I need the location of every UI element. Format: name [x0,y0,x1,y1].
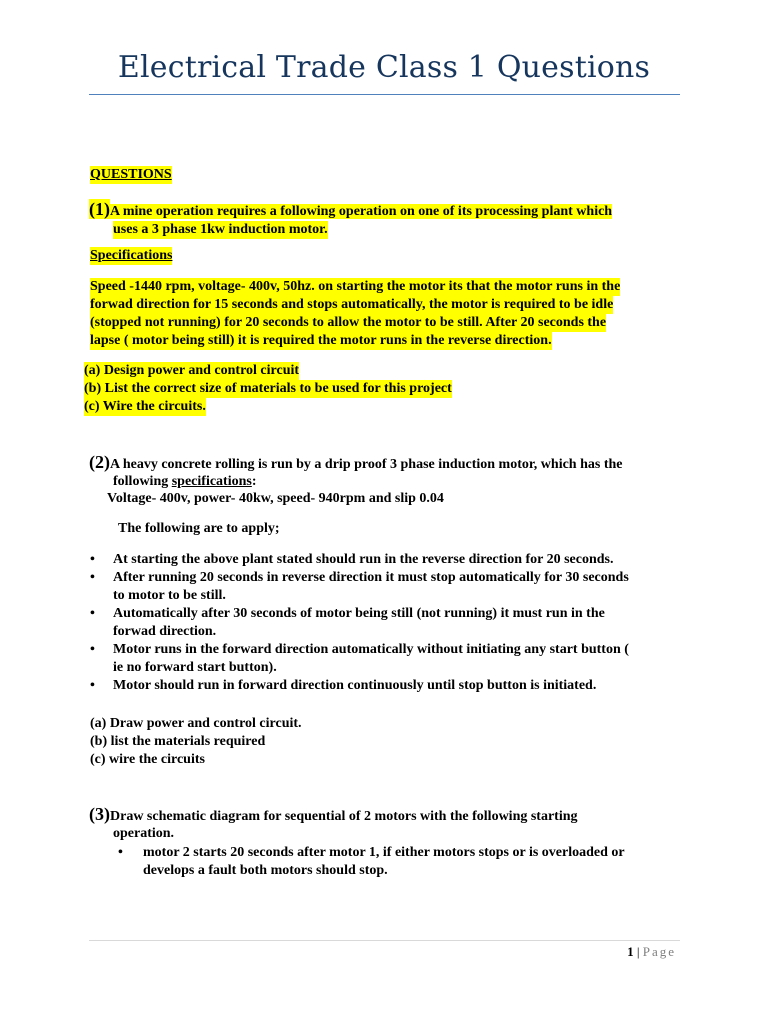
footer-divider [89,940,680,941]
question-2-apply: The following are to apply; [118,521,280,536]
list-item [90,605,629,641]
title-divider [89,94,680,95]
question-2-line-1 [89,453,622,474]
question-2-task-c: (c) wire the circuits [90,752,205,767]
list-item [90,569,629,605]
page-separator: | [633,944,643,959]
bullet-3-line-1: Automatically after 30 seconds of motor being still (not running) it must run in the [113,606,605,621]
question-1-line-2: uses a 3 phase 1kw induction motor. [113,222,328,237]
bullet-4-line-1: Motor runs in the forward direction automatically without initiating any start button ( [113,642,629,657]
question-1-task-c: (c) Wire the circuits. [84,399,206,414]
spec-line-3: (stopped not running) for 20 seconds to allow the motor to be still. After 20 seconds the [90,315,607,330]
question-2-line-2-prefix: following [113,474,172,489]
question-2-number: (2) [89,452,110,472]
spec-line-1: Speed -1440 rpm, voltage- 400v, 50hz. on starting the motor its that the motor runs in the [90,279,621,294]
bullet-1-line-1: At starting the above plant stated should run in the reverse direction for 20 seconds. [113,552,614,567]
question-3-bullet-list [118,844,625,880]
question-2-task-b: (b) list the materials required [90,734,266,749]
question-3-text: Draw schematic diagram for sequential of 2 motors with the following starting [110,809,578,824]
question-3-line-2: operation. [113,826,175,841]
list-item [90,551,629,569]
list-item [90,641,629,677]
q3-bullet-line-1: motor 2 starts 20 seconds after motor 1, if either motors stops or is overloaded or [143,845,625,860]
question-1-line-1 [89,200,612,221]
question-2-specs: Voltage- 400v, power- 40kw, speed- 940rpm and slip 0.04 [107,491,444,506]
question-2-bullet-list [90,551,629,695]
page-title: Electrical Trade Class 1 Questions [117,50,651,85]
question-2-text: A heavy concrete rolling is run by a drip proof 3 phase induction motor, which has the [110,457,623,472]
question-1-task-a: (a) Design power and control circuit [84,363,300,378]
spec-line-2: forwad direction for 15 seconds and stops automatically, the motor is required to be idle [90,297,614,312]
question-2-task-a: (a) Draw power and control circuit. [90,716,302,731]
page-footer [627,944,676,960]
question-1-number: (1) [89,199,110,219]
spec-line-4: lapse ( motor being still) it is required the motor runs in the reverse direction. [90,333,552,348]
bullet-4-line-2: ie no forward start button). [113,660,277,675]
question-3-line-1 [89,805,578,826]
list-item [90,677,629,695]
specifications-link: specifications [171,474,252,489]
question-3-number: (3) [89,804,110,824]
bullet-5-line-1: Motor should run in forward direction continuously until stop button is initiated. [113,678,597,693]
page-word: Page [642,944,676,959]
q3-bullet-line-2: develops a fault both motors should stop. [143,863,388,878]
bullet-3-line-2: forwad direction. [113,624,217,639]
specifications-label: Specifications [90,248,173,263]
question-1-task-b: (b) List the correct size of materials to be used for this project [84,381,452,396]
bullet-2-line-2: to motor to be still. [113,588,226,603]
question-1-text: A mine operation requires a following operation on one of its processing plant which [110,204,613,219]
section-label: QUESTIONS [90,167,172,182]
bullet-2-line-1: After running 20 seconds in reverse direction it must stop automatically for 30 seconds [113,570,629,585]
list-item [118,844,625,880]
page-number: 1 [627,944,634,959]
question-2-line-2-suffix: : [251,474,257,489]
question-2-line-2 [113,473,257,491]
